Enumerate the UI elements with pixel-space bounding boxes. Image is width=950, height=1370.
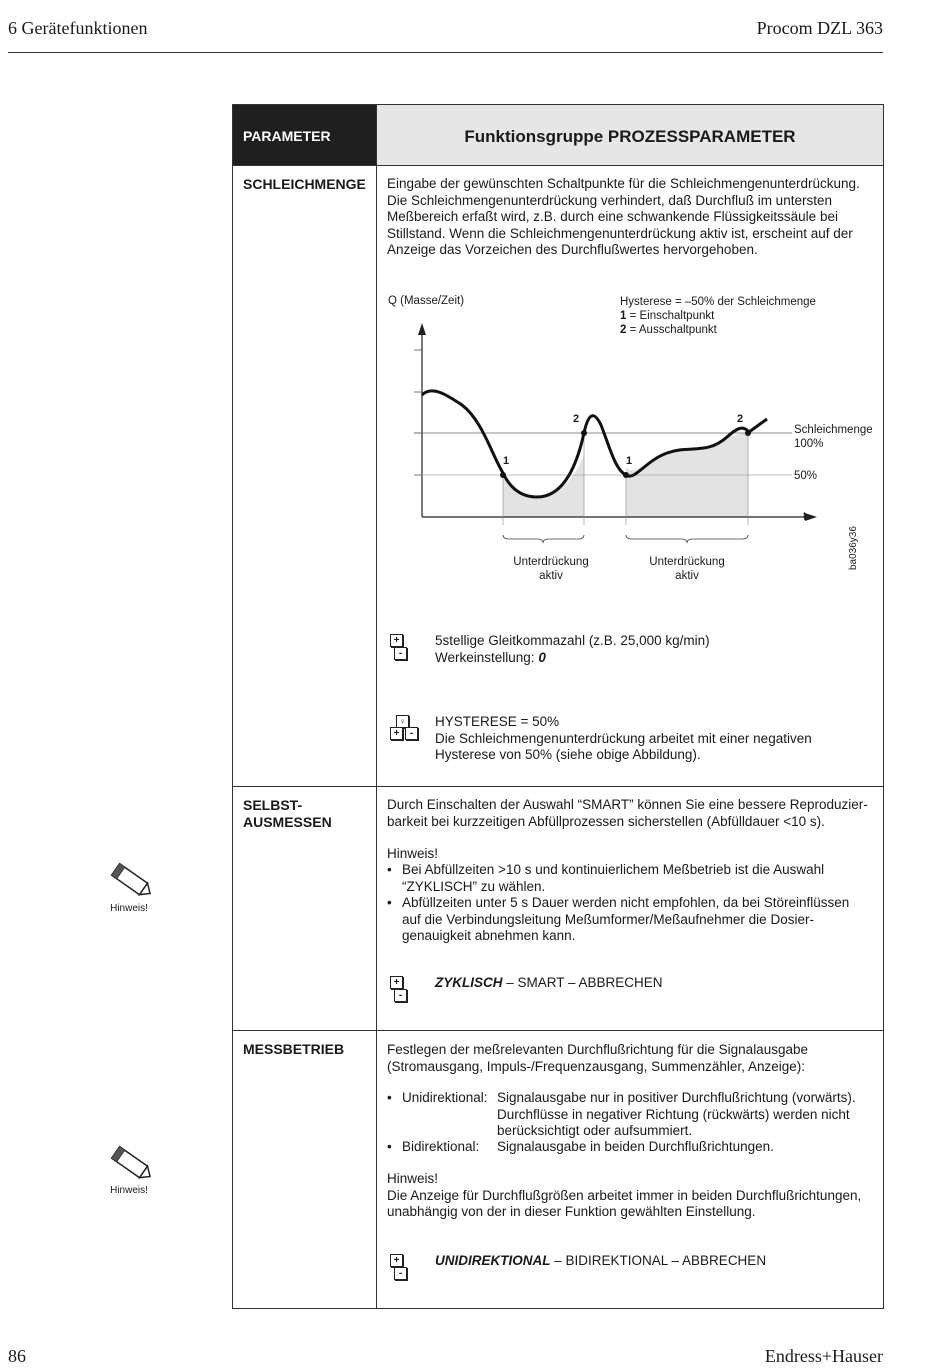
selbst-options xyxy=(435,975,663,992)
suppression-brace-1 xyxy=(503,535,584,543)
suppression-text: aktiv xyxy=(675,570,699,582)
bullet-line: auf die Verbindungsleitung Meßumformer/Meßaufnehmer die Dosier- xyxy=(402,911,814,927)
legend-text: = Ausschaltpunkt xyxy=(626,324,717,336)
mode-line: Durchflüsse in negativer Richtung (rückwärts) werden nicht xyxy=(497,1106,850,1122)
param-name-line: AUSMESSEN xyxy=(243,814,332,830)
mode-label: Unidirektional: xyxy=(402,1090,488,1105)
suppression-label xyxy=(501,555,601,583)
desc-line: Festlegen der meßrelevanten Durchflußrichtung für die Signalausgabe xyxy=(387,1042,808,1057)
param-name-selbstausmessen xyxy=(243,797,332,831)
switch-point xyxy=(623,472,629,478)
pencil-note-icon xyxy=(104,1141,154,1185)
suppression-label xyxy=(637,555,737,583)
point-label: 1 xyxy=(503,455,510,467)
desc-line: Die Schleichmengenunterdrückung verhindert, daß Durchfluß im untersten xyxy=(387,192,832,208)
suppression-area-1 xyxy=(503,455,584,517)
suppression-text: aktiv xyxy=(539,570,563,582)
diagram-threshold-label xyxy=(794,423,873,451)
bullet-text xyxy=(402,895,849,945)
desc-line: Meßbereich erfaßt wird, z.B. durch eine schwankende Flüssigkeitssäule bei xyxy=(387,209,838,224)
plus-key-icon: + xyxy=(390,1254,403,1267)
messbetrieb-description xyxy=(387,1042,808,1075)
hysteresis-line: Die Schleichmengenunterdrückung arbeitet mit einer negativen xyxy=(435,730,812,746)
minus-key-icon: - xyxy=(394,989,407,1002)
messbetrieb-options xyxy=(435,1253,766,1270)
time-axis-label: t xyxy=(803,511,807,523)
switch-point xyxy=(745,430,751,436)
note-title: Hinweis! xyxy=(387,1171,439,1186)
row-divider xyxy=(233,165,883,166)
x-axis-arrow xyxy=(805,513,817,521)
page-number: 86 xyxy=(8,1346,26,1366)
point-label: 1 xyxy=(626,455,633,467)
minus-key-icon: - xyxy=(394,1267,407,1280)
hysteresis-info xyxy=(435,714,812,764)
note-line: Die Anzeige für Durchflußgrößen arbeitet immer in beiden Durchflußrichtungen, xyxy=(387,1187,862,1203)
mode-text xyxy=(497,1090,877,1140)
messbetrieb-note xyxy=(387,1171,861,1221)
threshold-100: 100% xyxy=(794,438,824,450)
point-label: 2 xyxy=(737,413,744,425)
desc-line: Stillstand. Wenn die Schleichmengenunterdrückung aktiv ist, erscheint auf der xyxy=(387,225,853,241)
y-axis-arrow xyxy=(418,323,426,335)
bullet-line: “ZYKLISCH” zu wählen. xyxy=(402,878,546,894)
param-name-schleichmenge: SCHLEICHMENGE xyxy=(243,176,366,192)
minus-key-icon: - xyxy=(394,647,407,660)
input-spec xyxy=(435,633,710,666)
company-logo-text: Endress+Hauser xyxy=(764,1346,883,1366)
bullet-dot: • xyxy=(387,895,392,910)
figure-code: ba036y36 xyxy=(848,526,859,570)
parameter-table xyxy=(232,104,884,1309)
legend-number: 2 xyxy=(620,324,627,336)
mode-label: Bidirektional: xyxy=(402,1139,480,1154)
param-name-line: SELBST- xyxy=(243,797,303,813)
note-line: unabhängig von der in dieser Funktion gewählten Einstellung. xyxy=(387,1204,756,1219)
bullet-text xyxy=(402,862,824,895)
note-label: Hinweis! xyxy=(110,1185,148,1196)
legend-text: = Einschaltpunkt xyxy=(626,310,715,322)
bullet-line: genauigkeit abnehmen kann. xyxy=(402,928,576,943)
schleichmenge-description xyxy=(387,176,860,259)
desc-line: Durch Einschalten der Auswahl “SMART” können Sie eine bessere Reproduzier- xyxy=(387,797,868,812)
selbst-hinweis: Hinweis! xyxy=(387,846,439,861)
factory-setting-label: Werkeinstellung: xyxy=(435,649,539,665)
factory-setting-value: 0 xyxy=(538,649,546,665)
list-item xyxy=(387,895,849,945)
row-divider xyxy=(233,786,883,787)
bullet-line: Abfüllzeiten unter 5 s Dauer werden nicht empfohlen, da bei Störeinflüssen xyxy=(402,895,850,910)
page-header-section: 6 Gerätefunktionen xyxy=(8,18,148,38)
desc-line: Eingabe der gewünschten Schaltpunkte für die Schleichmengenunterdrückung. xyxy=(387,176,860,191)
list-item xyxy=(387,862,824,895)
desc-line: Anzeige das Vorzeichen des Durchflußwertes hervorgehoben. xyxy=(387,242,758,257)
selbst-description xyxy=(387,797,868,830)
legend-number: 1 xyxy=(620,310,627,322)
option-list: – BIDIREKTIONAL – ABBRECHEN xyxy=(550,1253,767,1268)
mode-line: Signalausgabe nur in positiver Durchflußrichtung (vorwärts). xyxy=(497,1090,856,1105)
hysteresis-line: Hysterese von 50% (siehe obige Abbildung). xyxy=(435,747,701,762)
plus-key-icon: + xyxy=(390,727,403,740)
option-list: – SMART – ABBRECHEN xyxy=(502,975,663,990)
suppression-text: Unterdrückung xyxy=(649,556,725,568)
suppression-area-2 xyxy=(626,432,748,517)
plus-key-icon: + xyxy=(390,976,403,989)
diagram-y-label: Q (Masse/Zeit) xyxy=(388,295,465,307)
plus-key-icon: + xyxy=(390,634,403,647)
hysteresis-line: HYSTERESE = 50% xyxy=(435,714,560,729)
row-divider xyxy=(233,1030,883,1031)
mode-line: berücksichtigt oder aufsummiert. xyxy=(497,1123,693,1138)
lightbulb-key-icon: ♀ xyxy=(396,715,409,728)
param-name-messbetrieb: MESSBETRIEB xyxy=(243,1041,345,1057)
bullet-line: Bei Abfüllzeiten >10 s und kontinuierlichem Meßbetrieb ist die Auswahl xyxy=(402,862,825,877)
legend-item xyxy=(620,323,816,337)
threshold-name: Schleichmenge xyxy=(794,424,873,436)
parameter-column-header: PARAMETER xyxy=(233,105,376,165)
header-divider xyxy=(8,52,883,53)
legend-item xyxy=(620,309,816,323)
switch-point xyxy=(581,430,587,436)
suppression-text: Unterdrückung xyxy=(513,556,589,568)
desc-line: (Stromausgang, Impuls-/Frequenzausgang, Summenzähler, Anzeige): xyxy=(387,1058,805,1074)
suppression-brace-2 xyxy=(626,535,748,543)
note-label: Hinweis! xyxy=(110,903,148,914)
function-group-title: Funktionsgruppe PROZESSPARAMETER xyxy=(377,105,883,165)
minus-key-icon: - xyxy=(405,727,418,740)
page-header-product: Procom DZL 363 xyxy=(756,18,883,38)
bullet-dot: • xyxy=(387,862,392,877)
diagram-legend xyxy=(620,295,816,337)
legend-title: Hysterese = –50% der Schleichmenge xyxy=(620,296,816,308)
pencil-note-icon xyxy=(104,858,154,902)
point-label: 2 xyxy=(573,413,580,425)
option-default: ZYKLISCH xyxy=(435,975,503,990)
list-item xyxy=(387,1139,877,1156)
input-format: 5stellige Gleitkommazahl (z.B. 25,000 kg/min) xyxy=(435,633,710,648)
option-default: UNIDIREKTIONAL xyxy=(435,1253,551,1268)
mode-text: Signalausgabe in beiden Durchflußrichtungen. xyxy=(497,1139,774,1154)
bullet-dot: • xyxy=(387,1139,392,1154)
threshold-50-label: 50% xyxy=(794,470,818,482)
list-item xyxy=(387,1090,877,1140)
desc-line: barkeit bei kurzzeitigen Abfüllprozessen sicherstellen (Abfülldauer <10 s). xyxy=(387,813,825,829)
bullet-dot: • xyxy=(387,1090,392,1105)
switch-point xyxy=(500,472,506,478)
factory-setting xyxy=(435,650,710,667)
